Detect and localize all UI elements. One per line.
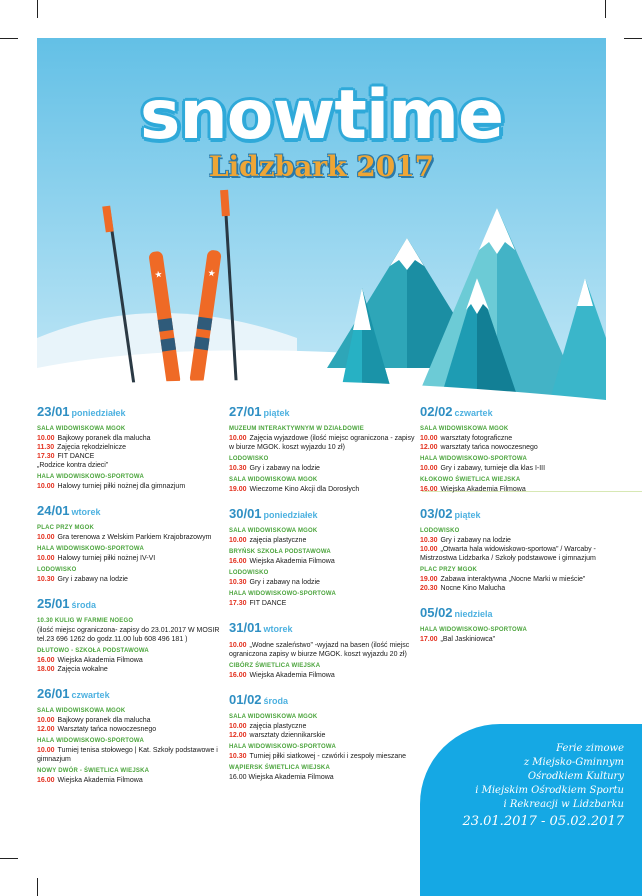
venue-label: HALA WIDOWISKOWO-SPORTOWA xyxy=(37,738,144,744)
event-text: Gry i zabawy na lodzie xyxy=(249,465,320,472)
svg-text:★: ★ xyxy=(153,269,164,281)
event-text: „Rodzice kontra dzieci” xyxy=(37,462,109,469)
event-text: Nocne Kino Malucha xyxy=(440,585,506,592)
day-weekday: piątek xyxy=(263,408,290,418)
event-row xyxy=(229,536,419,545)
day-date: 03/02 xyxy=(420,506,453,521)
day-date: 30/01 xyxy=(229,506,262,521)
event-text: Wiejska Akademia Filmowa xyxy=(249,672,335,679)
day-date: 31/01 xyxy=(229,620,262,635)
event-row xyxy=(37,533,227,542)
day-weekday: środa xyxy=(263,696,289,706)
day-heading xyxy=(229,404,419,421)
event-time: 10.00 xyxy=(37,435,55,442)
info-dates: 23.01.2017 - 05.02.2017 xyxy=(462,814,624,829)
event-time: 17.30 xyxy=(37,453,55,460)
event-time: 10.00 xyxy=(420,465,438,472)
crop-mark xyxy=(37,878,38,896)
event-row xyxy=(229,599,419,608)
venue-label: SALA WIDOWISKOWA MGOK xyxy=(229,477,318,483)
event-time: 16.00 xyxy=(229,558,247,565)
event-row xyxy=(37,725,227,734)
event-time: 10.00 xyxy=(229,642,247,649)
event-time: 11.30 xyxy=(37,444,55,451)
event-text: Halowy turniej piłki nożnej dla gimnazjum xyxy=(57,483,186,490)
event-time: 19.00 xyxy=(420,576,438,583)
event-row xyxy=(420,545,620,563)
event-text: warsztaty tańca nowoczesnego xyxy=(440,444,538,451)
event-text: Wiejska Akademia Filmowa xyxy=(249,558,335,565)
event-text: Zabawa interaktywna „Nocne Marki w mieście” xyxy=(440,576,586,583)
event-row xyxy=(37,716,227,725)
day-weekday: czwartek xyxy=(71,690,110,700)
event-row xyxy=(37,626,227,644)
event-time: 10.00 xyxy=(37,747,55,754)
event-time: 10.30 xyxy=(229,579,247,586)
day-heading xyxy=(37,404,227,421)
event-time: 10.00 xyxy=(229,435,247,442)
event-text: 16.00 Wiejska Akademia Filmowa xyxy=(229,774,334,781)
day-section xyxy=(420,605,620,644)
day-weekday: wtorek xyxy=(263,624,293,634)
venue-label: 10.30 KULIG W FARMIE NOEGO xyxy=(37,618,134,624)
event-time: 16.00 xyxy=(420,486,438,493)
event-time: 10.00 xyxy=(37,555,55,562)
info-line: Ośrodkiem Kultury xyxy=(527,771,624,782)
event-row xyxy=(420,464,620,473)
event-row xyxy=(229,464,419,473)
event-text: Wiejska Akademia Filmowa xyxy=(57,777,143,784)
info-text xyxy=(452,742,624,830)
venue-label: HALA WIDOWISKOWO-SPORTOWA xyxy=(420,456,527,462)
day-date: 24/01 xyxy=(37,503,70,518)
info-line: z Miejsko-Gminnym xyxy=(523,757,624,768)
info-line: Ferie zimowe xyxy=(556,743,624,754)
event-row xyxy=(229,557,419,566)
day-weekday: piątek xyxy=(454,510,481,520)
hero-illustration xyxy=(37,38,606,410)
venue-label: HALA WIDOWISKOWO-SPORTOWA xyxy=(420,627,527,633)
event-row xyxy=(229,578,419,587)
day-weekday: wtorek xyxy=(71,507,101,517)
venue-label: PLAC PRZY MGOK xyxy=(420,567,478,573)
day-heading xyxy=(37,596,227,613)
event-text: „Bal Jaskiniowca” xyxy=(440,636,495,643)
event-time: 10.00 xyxy=(37,483,55,490)
day-section xyxy=(37,686,227,785)
venue-label: LODOWISKO xyxy=(229,570,269,576)
event-row xyxy=(229,722,419,731)
event-time: 10.30 xyxy=(37,576,55,583)
event-text: warsztaty fotograficzne xyxy=(440,435,513,442)
event-text: Gry i zabawy na lodzie xyxy=(249,579,320,586)
event-text: Bajkowy poranek dla malucha xyxy=(57,717,151,724)
day-date: 01/02 xyxy=(229,692,262,707)
event-row xyxy=(229,641,419,659)
event-text: Halowy turniej piłki nożnej IV-VI xyxy=(57,555,156,562)
venue-label: LODOWISKO xyxy=(37,567,77,573)
event-time: 10.00 xyxy=(37,534,55,541)
venue-label: BRYŃSK SZKOŁA PODSTAWOWA xyxy=(229,549,331,555)
info-line: i Rekreacji w Lidzbarku xyxy=(503,799,624,810)
event-row xyxy=(37,461,227,470)
event-row xyxy=(229,773,419,782)
event-row xyxy=(420,443,620,452)
event-row xyxy=(37,554,227,563)
event-time: 19.00 xyxy=(229,486,247,493)
event-text: Gra terenowa z Welskim Parkiem Krajobrazowym xyxy=(57,534,212,541)
day-section xyxy=(37,503,227,584)
event-text: Wiejska Akademia Filmowa xyxy=(57,657,143,664)
event-time: 16.00 xyxy=(229,672,247,679)
event-text: „Wodne szaleństwo” -wyjazd na basen (ilość miejsc ograniczona zapisy w biurze MGOK. koszt wyjazdu 20 zł) xyxy=(229,642,410,658)
crop-mark xyxy=(0,858,18,859)
event-text: Bajkowy poranek dla malucha xyxy=(57,435,151,442)
event-text: Wiejska Akademia Filmowa xyxy=(440,486,526,493)
event-text: FIT DANCE xyxy=(249,600,287,607)
day-weekday: poniedziałek xyxy=(263,510,318,520)
venue-label: KŁOKOWO ŚWIETLICA WIEJSKA xyxy=(420,477,521,483)
event-text: Gry i zabawy na lodzie xyxy=(440,537,511,544)
schedule-column-3 xyxy=(420,404,620,656)
day-heading xyxy=(229,506,419,523)
event-text: Turniej piłki siatkowej - czwórki i zespoły mieszane xyxy=(249,753,407,760)
day-section xyxy=(229,506,419,608)
crop-mark xyxy=(605,0,606,18)
event-text: zajęcia plastyczne xyxy=(249,537,307,544)
event-row xyxy=(37,656,227,665)
event-row xyxy=(37,452,227,461)
event-time: 10.00 xyxy=(229,537,247,544)
venue-label: LODOWISKO xyxy=(420,528,460,534)
poster-title: snowtime xyxy=(139,76,504,155)
day-heading xyxy=(420,404,620,421)
event-row xyxy=(420,584,620,593)
event-row xyxy=(420,575,620,584)
event-time: 10.00 xyxy=(420,546,438,553)
event-text: Turniej tenisa stołowego | Kat. Szkoły podstawowe i gimnazjum xyxy=(37,747,218,763)
poster-subtitle: Lidzbark 2017 xyxy=(208,150,435,183)
event-row xyxy=(37,575,227,584)
venue-label: WĄPIERSK ŚWIETLICA WIEJSKA xyxy=(229,765,330,771)
event-time: 17.30 xyxy=(229,600,247,607)
crop-mark xyxy=(624,38,642,39)
day-date: 05/02 xyxy=(420,605,453,620)
day-section xyxy=(420,506,620,593)
crop-mark xyxy=(37,0,38,18)
day-section xyxy=(229,620,419,680)
event-text: (ilość miejsc ograniczona- zapisy do 23.01.2017 W MOSIR tel.23 696 1262 do godz.11.00 lub 608 496 181 ) xyxy=(37,627,220,643)
event-text: Gry i zabawy, turnieje dla klas I-III xyxy=(440,465,546,472)
event-text: Zajęcia rękodzielnicze xyxy=(57,444,127,451)
day-heading xyxy=(229,692,419,709)
venue-label: HALA WIDOWISKOWO-SPORTOWA xyxy=(229,744,336,750)
event-text: Warsztaty tańca nowoczesnego xyxy=(57,726,157,733)
day-heading xyxy=(420,506,620,523)
day-section xyxy=(37,596,227,674)
event-text: Gry i zabawy na lodzie xyxy=(57,576,128,583)
day-weekday: środa xyxy=(71,600,97,610)
venue-label: CIBÓRZ ŚWIETLICA WIEJSKA xyxy=(229,663,321,669)
event-row xyxy=(229,731,419,740)
day-date: 02/02 xyxy=(420,404,453,419)
day-weekday: czwartek xyxy=(454,408,493,418)
venue-label: PLAC PRZY MGOK xyxy=(37,525,95,531)
event-text: Wieczorne Kino Akcji dla Dorosłych xyxy=(249,486,360,493)
event-time: 10.00 xyxy=(37,717,55,724)
event-text: zajęcia plastyczne xyxy=(249,723,307,730)
event-time: 10.30 xyxy=(229,753,247,760)
event-time: 10.30 xyxy=(420,537,438,544)
venue-label: SALA WIDOWISKOWA MGOK xyxy=(420,426,509,432)
event-row xyxy=(37,776,227,785)
event-row xyxy=(37,746,227,764)
venue-label: MUZEUM INTERAKTYWNYM W DZIAŁDOWIE xyxy=(229,426,364,432)
event-text: warsztaty dziennikarskie xyxy=(249,732,326,739)
event-text: FIT DANCE xyxy=(57,453,95,460)
day-section xyxy=(229,404,419,494)
event-time: 10.00 xyxy=(420,435,438,442)
day-weekday: niedziela xyxy=(454,609,493,619)
day-date: 23/01 xyxy=(37,404,70,419)
event-time: 20.30 xyxy=(420,585,438,592)
day-section xyxy=(229,692,419,782)
event-row xyxy=(420,635,620,644)
event-row xyxy=(37,434,227,443)
event-time: 16.00 xyxy=(37,777,55,784)
event-row xyxy=(229,485,419,494)
svg-text:★: ★ xyxy=(206,268,217,280)
event-time: 18.00 xyxy=(37,666,55,673)
day-section xyxy=(37,404,227,491)
event-time: 12.00 xyxy=(37,726,55,733)
day-date: 25/01 xyxy=(37,596,70,611)
venue-label: SALA WIDOWISKOWA MGOK xyxy=(229,528,318,534)
day-heading xyxy=(420,605,620,622)
event-row xyxy=(229,671,419,680)
day-date: 27/01 xyxy=(229,404,262,419)
event-row xyxy=(37,665,227,674)
schedule-column-2 xyxy=(229,404,419,794)
venue-label: SALA WIDOWISKOWA MGOK xyxy=(37,426,126,432)
info-line: i Miejskim Ośrodkiem Sportu xyxy=(475,785,624,796)
info-box xyxy=(420,724,642,896)
event-time: 10.30 xyxy=(229,465,247,472)
venue-label: NOWY DWÓR - ŚWIETLICA WIEJSKA xyxy=(37,768,150,774)
event-text: Zajęcia wokalne xyxy=(57,666,108,673)
day-section xyxy=(420,404,620,494)
event-time: 12.00 xyxy=(420,444,438,451)
venue-label: HALA WIDOWISKOWO-SPORTOWA xyxy=(229,591,336,597)
venue-label: DŁUTOWO - SZKOŁA PODSTAWOWA xyxy=(37,648,149,654)
event-time: 17.00 xyxy=(420,636,438,643)
day-date: 26/01 xyxy=(37,686,70,701)
day-heading xyxy=(229,620,419,637)
event-row xyxy=(229,434,419,452)
venue-label: LODOWISKO xyxy=(229,456,269,462)
event-row xyxy=(37,482,227,491)
schedule-column-1 xyxy=(37,404,227,797)
event-time: 12.00 xyxy=(229,732,247,739)
event-row xyxy=(420,536,620,545)
event-row xyxy=(420,434,620,443)
day-weekday: poniedziałek xyxy=(71,408,126,418)
day-heading xyxy=(37,503,227,520)
venue-label: HALA WIDOWISKOWO-SPORTOWA xyxy=(37,546,144,552)
event-row xyxy=(420,485,620,494)
event-time: 10.00 xyxy=(229,723,247,730)
event-row xyxy=(37,443,227,452)
venue-label: HALA WIDOWISKOWO-SPORTOWA xyxy=(37,474,144,480)
event-row xyxy=(229,752,419,761)
event-time: 16.00 xyxy=(37,657,55,664)
crop-mark xyxy=(0,38,18,39)
event-text: „Otwarta hala widowiskowo-sportowa” / Warcaby - Mistrzostwa Lidzbarka / Szkoły podstawowe i gimnazjum xyxy=(420,546,596,562)
day-heading xyxy=(37,686,227,703)
event-text: Zajęcia wyjazdowe (ilość miejsc ograniczona - zapisy w biurze MGOK. koszt wyjazdu 10 zł) xyxy=(229,435,415,451)
venue-label: SALA WIDOWISKOWA MGOK xyxy=(37,708,126,714)
venue-label: SALA WIDOWISKOWA MGOK xyxy=(229,714,318,720)
